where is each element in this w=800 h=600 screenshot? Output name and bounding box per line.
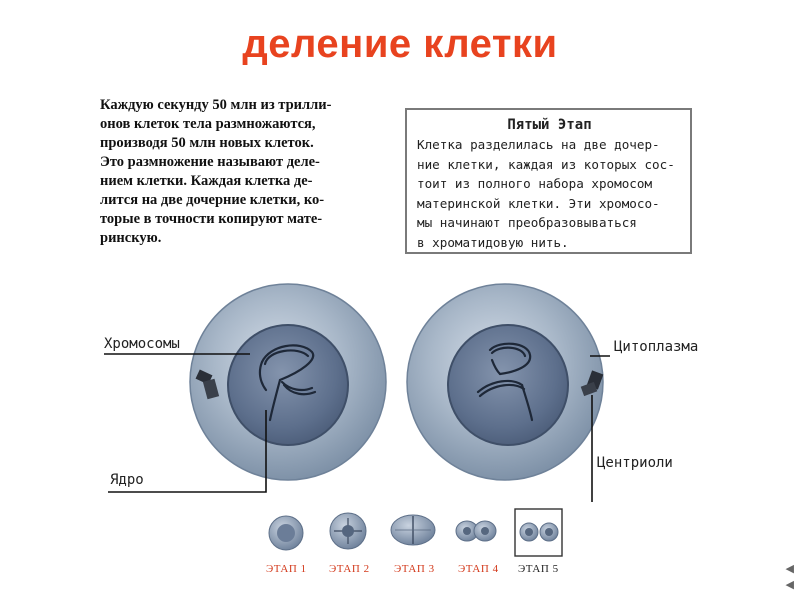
page-title: деление клетки (242, 22, 558, 66)
stage-5-thumbnail[interactable] (515, 509, 562, 556)
stage-box-title: Пятый Этап (507, 117, 592, 133)
stage-2-thumbnail[interactable] (330, 513, 366, 549)
nav-next-icon[interactable]: ◀ (785, 578, 794, 591)
intro-line: производя 50 млн новых клеток. (100, 135, 314, 151)
intro-line: Это размножение называют деле- (100, 154, 320, 170)
stage-3-label[interactable]: ЭТАП 3 (394, 563, 435, 575)
centrioles-label: Центриоли (597, 455, 673, 471)
stage-thumbnails (269, 509, 562, 556)
stage-1-thumbnail[interactable] (269, 516, 303, 550)
stage-3-thumbnail[interactable] (391, 515, 435, 545)
nav-prev-icon[interactable]: ◀ (785, 562, 794, 575)
chromosomes-label: Хромосомы (104, 336, 180, 352)
stage-4-label[interactable]: ЭТАП 4 (458, 563, 499, 575)
intro-line: ринскую. (100, 230, 162, 246)
nucleus-label: Ядро (110, 472, 144, 488)
intro-line: онов клеток тела размножаются, (100, 116, 316, 132)
stage-box-line: Клетка разделилась на две дочер- (417, 137, 660, 152)
intro-line: торые в точности копируют мате- (100, 211, 323, 227)
intro-line: лится на две дочерние клетки, ко- (100, 192, 325, 208)
left-daughter-cell (190, 284, 386, 480)
cytoplasm-label: Цитоплазма (614, 339, 699, 355)
nucleus (228, 325, 348, 445)
stage-box-line: в хроматидовую нить. (417, 234, 569, 250)
right-daughter-cell (407, 284, 603, 480)
stage-5-label[interactable]: ЭТАП 5 (518, 563, 559, 575)
intro-line: нием клетки. Каждая клетка де- (100, 173, 313, 189)
stage-1-label[interactable]: ЭТАП 1 (266, 563, 307, 575)
stage-4-thumbnail[interactable] (456, 521, 496, 541)
stage-box-line: мы начинают преобразовываться (417, 215, 637, 230)
stage-box-line: ние клетки, каждая из которых сос- (417, 156, 675, 172)
intro-line: Каждую секунду 50 млн из трилли- (100, 97, 332, 113)
stage-box-line: тоит из полного набора хромосом (417, 176, 653, 191)
stage-2-label[interactable]: ЭТАП 2 (329, 563, 370, 575)
stage-box-line: материнской клетки. Эти хромосо- (417, 195, 660, 211)
